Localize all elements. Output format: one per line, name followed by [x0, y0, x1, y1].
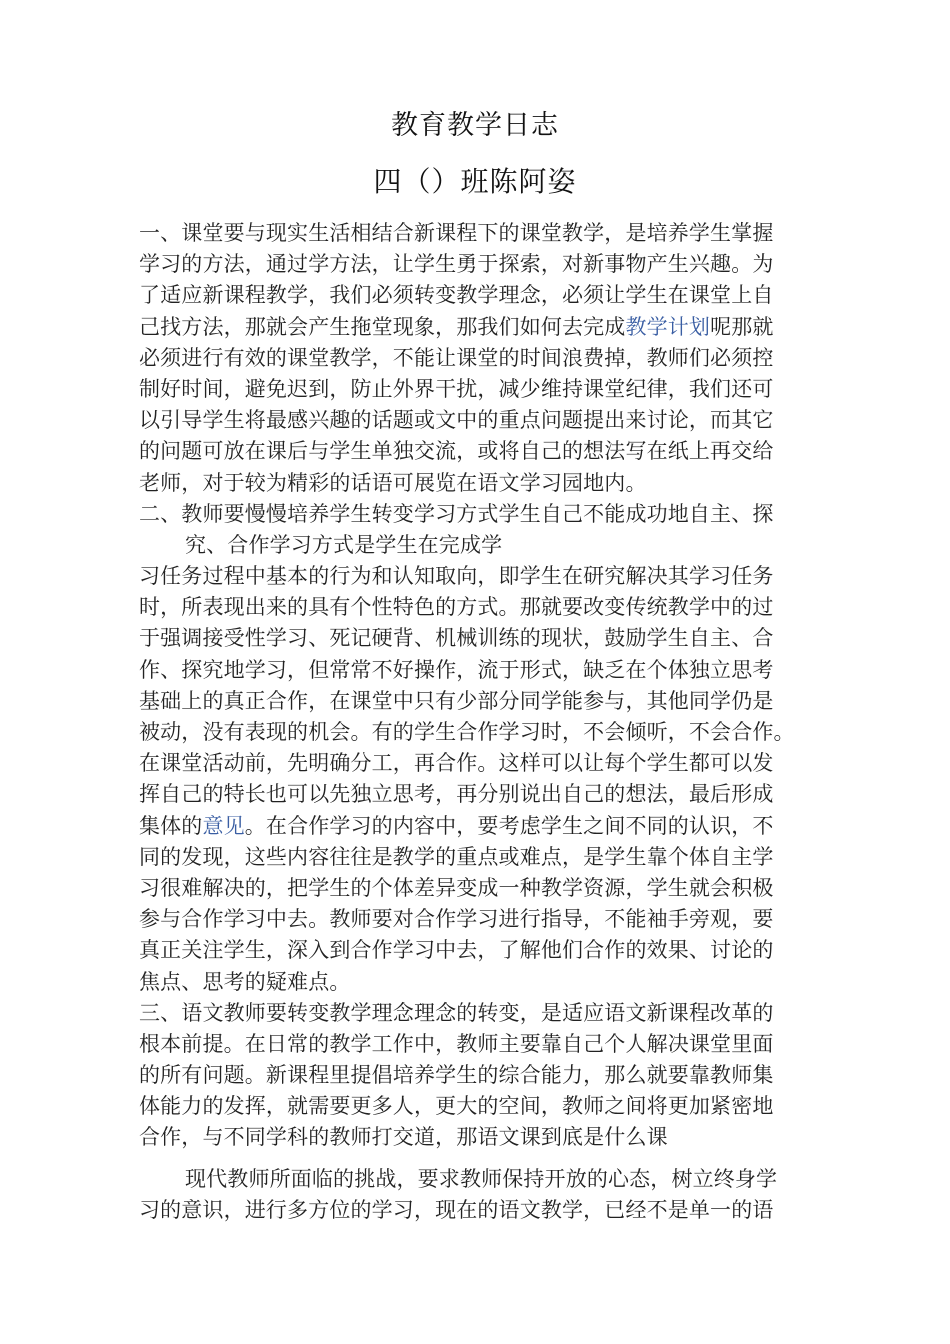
body-line: 于强调接受性学习、死记硬背、机械训练的现状，鼓励学生自主、合 [139, 626, 774, 651]
body-line: 制好时间，避免迟到，防止外界干扰，减少维持课堂纪律，我们还可 [139, 376, 774, 401]
opinion-link[interactable]: 意见 [202, 813, 245, 838]
document-title: 教育教学日志 [391, 110, 559, 141]
body-line: 时，所表现出来的具有个性特色的方式。那就要改变传统教学中的过 [139, 595, 774, 620]
teaching-plan-link[interactable]: 教学计划 [625, 314, 711, 339]
body-text-segment: 集体的 [139, 813, 203, 838]
body-line: 根本前提。在日常的教学工作中，教师主要靠自己个人解决课堂里面 [139, 1031, 774, 1056]
body-text-segment: 。在合作学习的内容中，要考虑学生之间不同的认识，不 [244, 813, 774, 838]
body-line: 习任务过程中基本的行为和认知取向，即学生在研究解决其学习任务 [139, 564, 774, 589]
body-line: 的所有问题。新课程里提倡培养学生的综合能力，那么就要靠教师集 [139, 1063, 774, 1088]
body-text-segment: 呢那就 [710, 314, 774, 339]
section-heading-continued: 究、合作学习方式是学生在完成学 [185, 532, 503, 557]
body-line: 合作，与不同学科的教师打交道，那语文课到底是什么课 [139, 1125, 668, 1150]
body-line: 以引导学生将最感兴趣的话题或文中的重点问题提出来讨论，而其它 [139, 408, 774, 433]
body-line: 同的发现，这些内容往往是教学的重点或难点，是学生靠个体自主学 [139, 844, 774, 869]
body-line: 习很难解决的，把学生的个体差异变成一种教学资源，学生就会积极 [139, 875, 774, 900]
body-line: 基础上的真正合作，在课堂中只有少部分同学能参与，其他同学仍是 [139, 688, 774, 713]
body-line: 焦点、思考的疑难点。 [139, 969, 351, 994]
body-line [139, 811, 819, 842]
document-body [139, 218, 819, 1226]
body-line: 老师，对于较为精彩的话语可展览在语文学习园地内。 [139, 470, 647, 495]
body-line: 被动，没有表现的机会。有的学生合作学习时，不会倾听，不会合作。 [139, 720, 795, 744]
section-heading: 三、语文教师要转变教学理念理念的转变，是适应语文新课程改革的 [139, 1000, 774, 1025]
body-line [139, 312, 819, 343]
body-line: 了适应新课程教学，我们必须转变教学理念，必须让学生在课堂上自 [139, 283, 774, 308]
body-line: 的问题可放在课后与学生单独交流，或将自己的想法写在纸上再交给 [139, 439, 774, 464]
body-line: 体能力的发挥，就需要更多人，更大的空间，教师之间将更加紧密地 [139, 1094, 774, 1119]
body-line: 必须进行有效的课堂教学，不能让课堂的时间浪费掉，教师们必须控 [139, 345, 774, 370]
body-line: 在课堂活动前，先明确分工，再合作。这样可以让每个学生都可以发 [139, 751, 774, 776]
section-heading: 二、教师要慢慢培养学生转变学习方式学生自己不能成功地自主、探 [139, 501, 774, 526]
document-subtitle: 四（）班陈阿姿 [373, 165, 577, 198]
body-line: 参与合作学习中去。教师要对合作学习进行指导，不能袖手旁观，要 [139, 907, 774, 932]
body-line: 习的意识，进行多方位的学习，现在的语文教学，已经不是单一的语 [139, 1197, 774, 1222]
body-line: 真正关注学生，深入到合作学习中去，了解他们合作的效果、讨论的 [139, 938, 774, 963]
body-text-segment: 己找方法，那就会产生拖堂现象，那我们如何去完成 [139, 314, 626, 339]
body-line: 一、课堂要与现实生活相结合新课程下的课堂教学，是培养学生掌握 [139, 221, 774, 245]
body-line: 学习的方法，通过学方法，让学生勇于探索，对新事物产生兴趣。为 [139, 252, 774, 277]
body-line: 挥自己的特长也可以先独立思考，再分别说出自己的想法，最后形成 [139, 782, 774, 807]
paragraph-first-line: 现代教师所面临的挑战，要求教师保持开放的心态，树立终身学 [185, 1166, 778, 1191]
body-line: 作、探究地学习，但常常不好操作，流于形式，缺乏在个体独立思考 [139, 657, 774, 682]
